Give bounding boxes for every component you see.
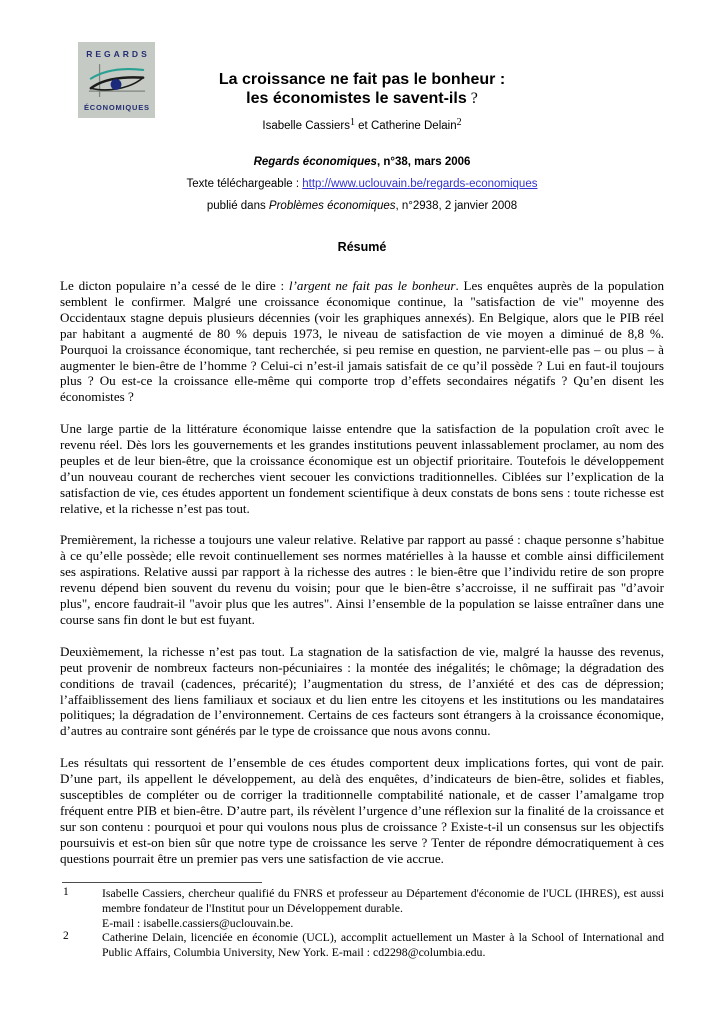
eye-chart-icon	[87, 63, 147, 100]
document-header	[0, 0, 724, 255]
abstract-heading: Résumé	[337, 240, 387, 254]
footnote-ref-2: 2	[456, 117, 462, 128]
footnotes-section	[60, 882, 664, 960]
abstract-body	[60, 278, 664, 866]
title-question-mark: ?	[466, 90, 478, 107]
regards-economiques-logo	[78, 42, 155, 118]
title-line-2-text: les économistes le savent-ils	[246, 90, 467, 107]
paragraph-1-italic-quote: l’argent ne fait pas le bonheur	[288, 278, 456, 293]
paragraph-5: Les résultats qui ressortent de l’ensemble de ces études comportent deux implications fortes, qui vont de pair. D’une part, ils appellent le développement, au delà des enquêtes, d’indicateurs de bien-être, solides et fiables, susceptibles de compléter ou de corriger la traditionnelle comptabilité nationale, et de casser l’amalgame trop fréquent entre PIB et bien-être. D’autre part, ils révèlent l’urgence d’une réflexion sur la finalité de la croissance et sur son contenu : pourquoi et pour qui voulons nous plus de croissance ? Existe-t-il un consensus sur les objectifs poursuivis et est-on bien sûr que notre type de croissance les serve ? Tenter de répondre démocratiquement à ces questions pourrait être un premier pas vers une satisfaction de vie accrue.	[60, 755, 664, 866]
published-line	[0, 199, 724, 213]
published-prefix: publié dans	[206, 200, 269, 212]
footnote-1-email: E-mail : isabelle.cassiers@uclouvain.be.	[102, 915, 294, 930]
title-line-1: La croissance ne fait pas le bonheur :	[218, 71, 506, 88]
footnote-2-number: 2	[63, 930, 69, 943]
download-label: Texte téléchargeable :	[186, 178, 303, 190]
footnote-2	[60, 930, 664, 959]
paragraph-1-prefix: Le dicton populaire n’a cessé de le dire :	[60, 278, 289, 293]
publication-info	[0, 155, 724, 213]
journal-issue-date: , n°38, mars 2006	[376, 156, 471, 168]
footnote-1-text: Isabelle Cassiers, chercheur qualifié du FNRS et professeur au Département d'économie de l'UCL (IHRES), est aussi membre fondateur de l'Institut pour un Développement durable.	[102, 886, 664, 916]
paragraph-2: Une large partie de la littérature économique laisse entendre que la satisfaction de la population croît avec le revenu réel. Dès lors les gouvernements et les grandes institutions peuvent inlassablement proclamer, au nom des peuples et de leur bien-être, que la croissance économique est un objectif prioritaire. Toutefois le développement d’un nouveau courant de recherches vient secouer les convictions traditionnelles. Ciblées sur l’explication de la satisfaction de vie, ces études apportent un fondement scientifique à deux constats de bons sens : toute richesse est relative, et la richesse n’est pas tout.	[60, 421, 664, 516]
published-issue-date: , n°2938, 2 janvier 2008	[395, 200, 518, 212]
logo-economiques-text: ÉCONOMIQUES	[83, 103, 150, 112]
author-1: Isabelle Cassiers	[262, 120, 350, 132]
journal-line	[0, 155, 724, 169]
download-link[interactable]: http://www.uclouvain.be/regards-economiques	[302, 178, 538, 190]
published-journal-name: Problèmes économiques	[268, 200, 396, 212]
footnote-separator	[62, 882, 262, 883]
paragraph-3: Premièrement, la richesse a toujours une valeur relative. Relative par rapport au passé : chaque personne s’habitue à ce qu’elle possède; elle revoit continuellement ses normes matérielles à la hausse et comble ainsi difficilement ses aspirations. Relative aussi par rapport à la richesse des autres : le bien-être que l’individu retire de son propre revenu dépend bien souvent du revenu du voisin; pour que le bien-être s’accroisse, il ne suffirait pas "d’avoir plus", encore faudrait-il "avoir plus que les autres". Ainsi l’ensemble de la population se laisse entraîner dans une course sans fin dont le but est fuyant.	[60, 532, 664, 627]
footnote-1	[60, 886, 664, 930]
footnote-ref-1: 1	[349, 117, 355, 128]
paragraph-4: Deuxièmement, la richesse n’est pas tout. La stagnation de la satisfaction de vie, malgré la hausse des revenus, peut provenir de nombreux facteurs non-pécuniaires : la montée des inégalités; le chômage; la dégradation des conditions de travail (cadences, précarité); l’augmentation du stress, de l’anxiété et des cas de dépression; l’affaiblissement des liens familiaux et sociaux et du lien entre les citoyens et les institutions ou les mandataires politiques; la dégradation de l’environnement. Certains de ces facteurs sont étrangers à la croissance économique, d’autres au contraire sont générés par le type de croissance que nous avons connu.	[60, 643, 664, 739]
paragraph-1-rest: . Les enquêtes auprès de la population semblent le confirmer. Malgré une croissance économique continue, la "satisfaction de vie" moyenne des Occidentaux stagne depuis plusieurs décennies (voir les graphiques annexés). En Belgique, alors que le PIB réel par habitant a augmenté de 80 % depuis 1973, le niveau de satisfaction de vie moyen a diminué de 8,8 %. Pourquoi la croissance économique, tant recherchée, si peu remise en question, ne parvient-elle pas – ou plus – à augmenter le bien-être de l’homme ? Celui-ci n’est-il jamais satisfait de ce qu’il possède ? Lui en faut-il toujours plus ? Ou est-ce la croissance elle-même qui comporte trop d’effets secondaires négatifs ? Qu’en disent les économistes ?	[60, 278, 664, 405]
authors-separator: et	[354, 120, 371, 132]
paragraph-1	[60, 278, 664, 405]
journal-name: Regards économiques	[253, 156, 377, 168]
authors-line	[0, 119, 724, 133]
footnote-2-text: Catherine Delain, licenciée en économie (UCL), accomplit actuellement un Master à la School of International and Public Affairs, Columbia University, New York. E-mail : cd2298@columbia.edu.	[102, 930, 664, 960]
footnote-1-number: 1	[63, 886, 69, 899]
author-2: Catherine Delain	[370, 120, 457, 132]
logo-regards-text: REGARDS	[86, 49, 150, 59]
download-line	[0, 177, 724, 191]
